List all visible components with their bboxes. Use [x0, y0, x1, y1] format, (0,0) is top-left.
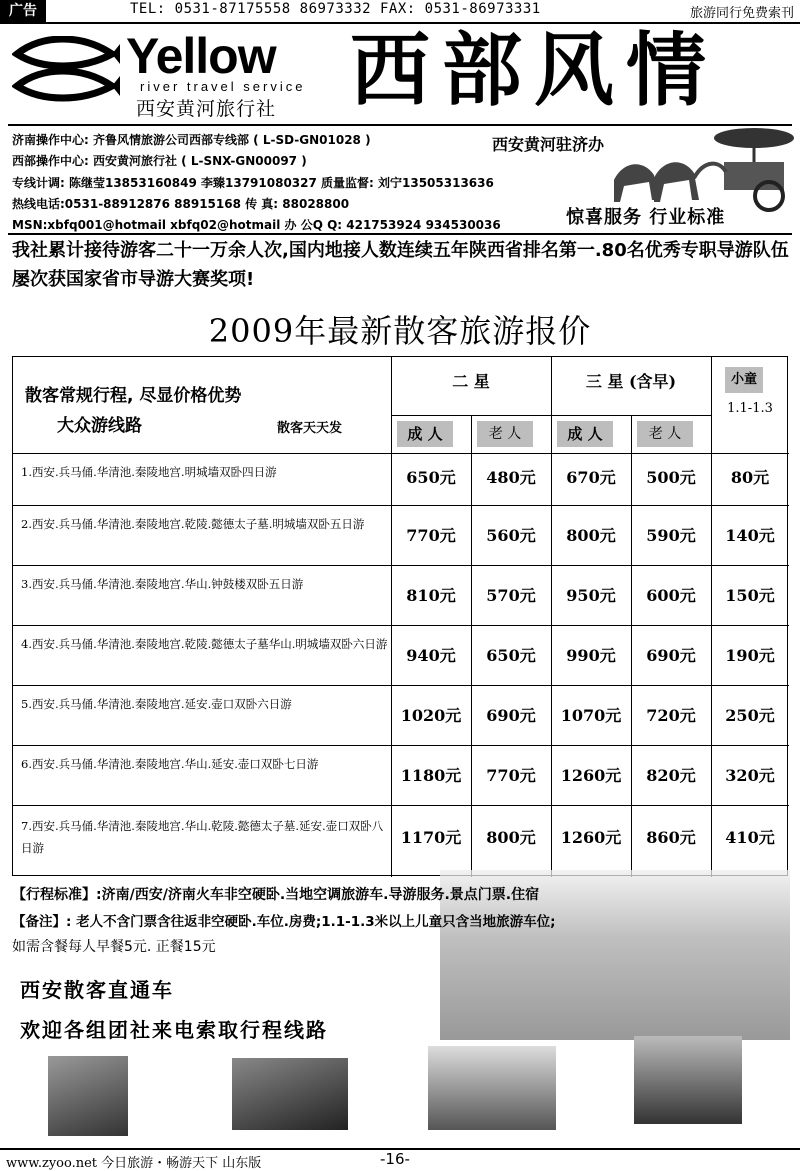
top-contact: TEL: 0531-87175558 86973332 FAX: 0531-86973331	[130, 1, 541, 17]
price-cell: 690元	[486, 706, 536, 725]
price-cell: 150元	[725, 586, 775, 605]
price-cell: 320元	[725, 766, 775, 785]
route-4: 4.西安.兵马俑.华清池.秦陵地宫.乾陵.懿德太子墓华山.明城墙双卧六日游	[21, 637, 388, 651]
price-cell: 1180元	[400, 766, 462, 785]
price-cell: 570元	[486, 586, 536, 605]
page-title: 西部风情	[350, 23, 718, 117]
price-cell: 650元	[486, 646, 536, 665]
table-head-subtitle: 大众游线路	[57, 416, 142, 436]
two-star-senior-header: 老 人	[477, 421, 533, 447]
price-cell: 590元	[646, 526, 696, 545]
price-cell: 600元	[646, 586, 696, 605]
price-cell: 1260元	[560, 828, 622, 847]
statue-photo	[634, 1036, 742, 1124]
price-cell: 140元	[725, 526, 775, 545]
two-star-header: 二 星	[452, 372, 490, 391]
price-cell: 410元	[725, 828, 775, 847]
price-cell: 770元	[406, 526, 456, 545]
price-cell: 950元	[566, 586, 616, 605]
price-cell: 860元	[646, 828, 696, 847]
brand-chinese-name: 西安黄河旅行社	[136, 98, 277, 120]
price-cell: 1260元	[560, 766, 622, 785]
brand-name: Yellow	[126, 28, 276, 84]
price-cell: 250元	[725, 706, 775, 725]
table-head-title: 散客常规行程, 尽显价格优势	[25, 386, 242, 406]
exhibit-photo	[232, 1058, 348, 1130]
price-cell: 820元	[646, 766, 696, 785]
price-cell: 940元	[406, 646, 456, 665]
price-cell: 720元	[646, 706, 696, 725]
price-cell: 80元	[730, 468, 770, 487]
price-cell: 670元	[566, 468, 616, 487]
chariot-illustration-icon	[604, 120, 794, 212]
route-7: 7.西安.兵马俑.华清池.秦陵地宫.华山.乾陵.懿德太子墓.延安.壶口双卧八日游	[21, 819, 384, 855]
direct-bus-heading: 西安散客直通车	[20, 978, 174, 1002]
price-cell: 770元	[486, 766, 536, 785]
child-header: 小童	[725, 367, 763, 393]
info-line-5: MSN:xbfq001@hotmail xbfq02@hotmail 办 公Q Q: 421753924 934530036	[12, 218, 501, 232]
price-cell: 560元	[486, 526, 536, 545]
route-5: 5.西安.兵马俑.华清池.秦陵地宫.延安.壶口双卧六日游	[21, 697, 292, 711]
price-cell: 690元	[646, 646, 696, 665]
price-title: 2009年最新散客旅游报价	[208, 312, 592, 350]
bell-tower-photo	[428, 1046, 556, 1130]
table-head-daily: 散客天天发	[277, 421, 343, 436]
pit-photo	[48, 1056, 128, 1136]
brand-subtitle: river travel service	[140, 79, 306, 94]
route-6: 6.西安.兵马俑.华清池.秦陵地宫.华山.延安.壶口双卧七日游	[21, 757, 319, 771]
office-tag: 西安黄河驻济办	[492, 135, 605, 154]
price-cell: 500元	[646, 468, 696, 487]
route-1: 1.西安.兵马俑.华清池.秦陵地宫.明城墙双卧四日游	[21, 465, 277, 479]
top-right-text: 旅游同行免费索刊	[689, 6, 794, 21]
welcome-heading: 欢迎各组团社来电索取行程线路	[20, 1018, 328, 1042]
route-2: 2.西安.兵马俑.华清池.秦陵地宫.乾陵.懿德太子墓.明城墙双卧五日游	[21, 517, 365, 531]
price-table	[12, 356, 788, 876]
slogan: 惊喜服务 行业标准	[566, 207, 726, 228]
info-line-3: 专线计调: 陈继莹13853160849 李臻13791080327 质量监督: 刘宁13505313636	[12, 176, 494, 190]
price-cell: 190元	[725, 646, 775, 665]
price-cell: 810元	[406, 586, 456, 605]
info-line-4: 热线电话:0531-88912876 88915168 传 真: 88028800	[12, 197, 350, 211]
child-height-range: 1.1-1.3	[727, 401, 773, 416]
trip-standard-note: 【行程标准】:济南/西安/济南火车非空硬卧.当地空调旅游车.导游服务.景点门票.住宿	[12, 887, 540, 903]
price-cell: 990元	[566, 646, 616, 665]
meal-note: 如需含餐每人早餐5元. 正餐15元	[12, 939, 216, 955]
company-claim: 我社累计接待游客二十一万余人次,国内地接人数连续五年陕西省排名第一.80名优秀专职导游队伍屡次获国家省市导游大赛奖项!	[12, 240, 789, 290]
footer-text: www.zyoo.net 今日旅游・畅游天下 山东版	[6, 1156, 262, 1171]
price-cell: 480元	[486, 468, 536, 487]
price-cell: 650元	[406, 468, 456, 487]
three-star-senior-header: 老 人	[637, 421, 693, 447]
remark-note: 【备注】: 老人不含门票含往返非空硬卧.车位.房费;1.1-1.3米以上儿童只含当地旅游车位;	[12, 914, 556, 930]
info-line-2: 西部操作中心: 西安黄河旅行社 ( L-SNX-GN00097 )	[12, 154, 307, 168]
claim-divider	[8, 233, 792, 235]
three-star-header: 三 星 (含早)	[585, 372, 677, 391]
route-3: 3.西安.兵马俑.华清池.秦陵地宫.华山.钟鼓楼双卧五日游	[21, 577, 304, 591]
price-cell: 800元	[566, 526, 616, 545]
price-cell: 800元	[486, 828, 536, 847]
info-line-1: 济南操作中心: 齐鲁风情旅游公司西部专线部 ( L-SD-GN01028 )	[12, 133, 371, 147]
two-star-adult-header: 成 人	[397, 421, 453, 447]
three-star-adult-header: 成 人	[557, 421, 613, 447]
fish-logo-icon	[12, 36, 122, 104]
price-cell: 1070元	[560, 706, 622, 725]
price-cell: 1170元	[400, 828, 462, 847]
page-number: -16-	[380, 1150, 410, 1168]
ad-tag: 广告	[0, 0, 46, 22]
price-cell: 1020元	[400, 706, 462, 725]
